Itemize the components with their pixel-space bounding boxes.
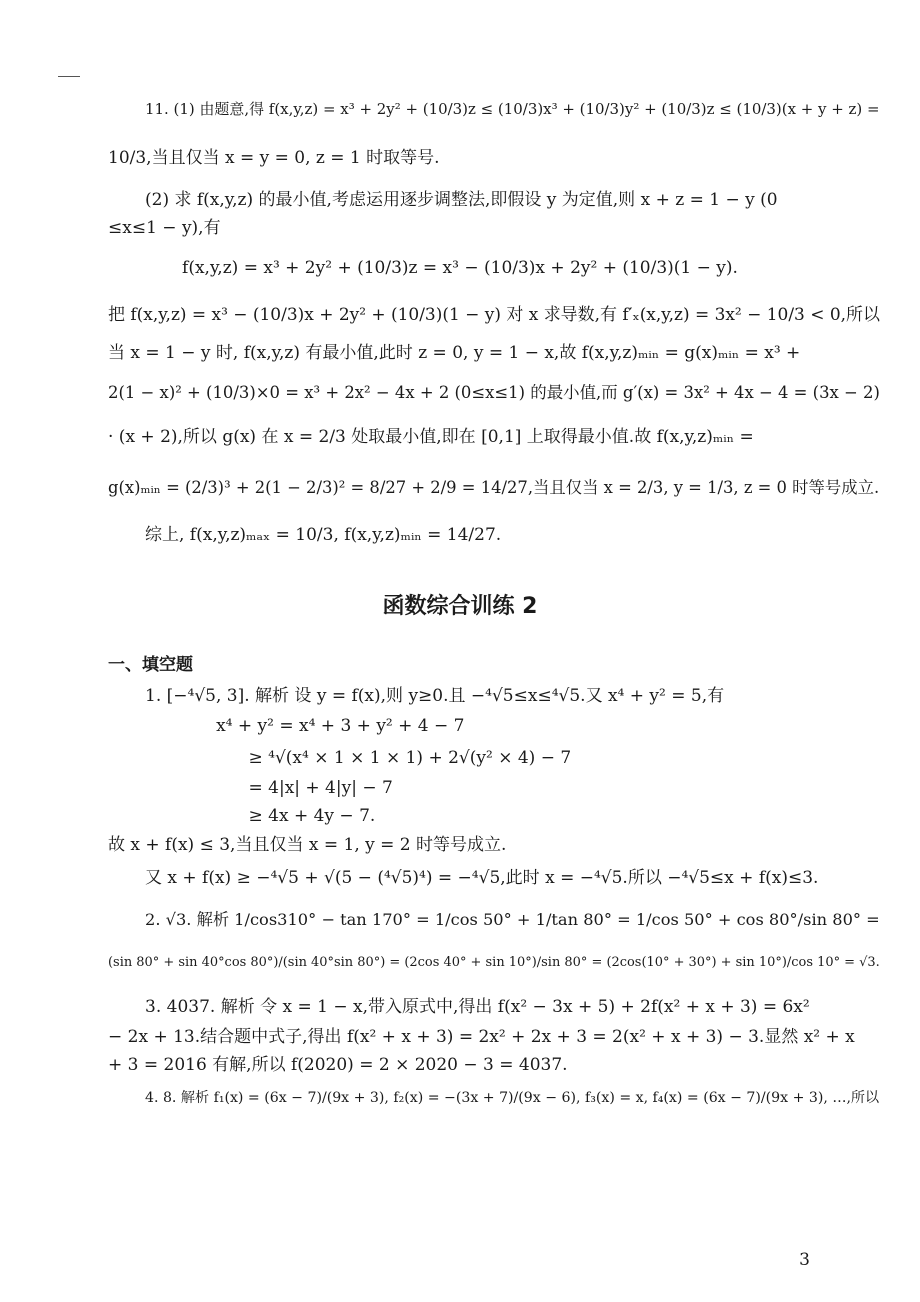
equation-line: ≥ 4x + 4y − 7. — [108, 806, 376, 826]
text-line: 又 x + f(x) ≥ −⁴√5 + √(5 − (⁴√5)⁴) = −⁴√5,此时 x = −⁴√5.所以 −⁴√5≤x + f(x)≤3. — [145, 868, 819, 888]
page-number: 3 — [799, 1250, 810, 1270]
equation-line: x⁴ + y² = x⁴ + 3 + y² + 4 − 7 — [108, 716, 465, 736]
text-line: + 3 = 2016 有解,所以 f(2020) = 2 × 2020 − 3 = 4037. — [108, 1055, 568, 1075]
text-line: 2(1 − x)² + (10/3)×0 = x³ + 2x² − 4x + 2 (0≤x≤1) 的最小值,而 g′(x) = 3x² + 4x − 4 = (3x − 2) — [108, 383, 880, 402]
equation-line: = 4|x| + 4|y| − 7 — [108, 778, 393, 798]
text-line: 1. [−⁴√5, 3]. 解析 设 y = f(x),则 y≥0.且 −⁴√5≤x≤⁴√5.又 x⁴ + y² = 5,有 — [145, 686, 725, 706]
subsection-heading: 一、填空题 — [108, 655, 193, 675]
scan-mark — [58, 76, 80, 77]
text-line: (2) 求 f(x,y,z) 的最小值,考虑运用逐步调整法,即假设 y 为定值,则 x + z = 1 − y (0 — [145, 190, 778, 210]
text-line: (sin 80° + sin 40°cos 80°)/(sin 40°sin 80°) = (2cos 40° + sin 10°)/sin 80° = (2cos(10° + 30°) + sin 10°)/cos 10° = √3. — [108, 955, 880, 970]
text-line: 2. √3. 解析 1/cos310° − tan 170° = 1/cos 50° + 1/tan 80° = 1/cos 50° + cos 80°/sin 80° = — [145, 910, 880, 929]
text-line: 10/3,当且仅当 x = y = 0, z = 1 时取等号. — [108, 148, 440, 168]
text-line: 4. 8. 解析 f₁(x) = (6x − 7)/(9x + 3), f₂(x) = −(3x + 7)/(9x − 6), f₃(x) = x, f₄(x) = (6x − 7)/(9x + 3), …,所以 — [145, 1090, 880, 1106]
text-line: 11. (1) 由题意,得 f(x,y,z) = x³ + 2y² + (10/3)z ≤ (10/3)x³ + (10/3)y² + (10/3)z ≤ (10/3)(x + y + z) = — [145, 100, 880, 118]
text-line: ≤x≤1 − y),有 — [108, 218, 221, 238]
text-line: 3. 4037. 解析 令 x = 1 − x,带入原式中,得出 f(x² − 3x + 5) + 2f(x² + x + 3) = 6x² — [145, 997, 810, 1017]
text-line: 综上, f(x,y,z)ₘₐₓ = 10/3, f(x,y,z)ₘᵢₙ = 14/27. — [145, 525, 502, 545]
display-equation: f(x,y,z) = x³ + 2y² + (10/3)z = x³ − (10/3)x + 2y² + (10/3)(1 − y). — [182, 258, 738, 278]
text-line: − 2x + 13.结合题中式子,得出 f(x² + x + 3) = 2x² + 2x + 3 = 2(x² + x + 3) − 3.显然 x² + x — [108, 1027, 855, 1047]
text-line: 故 x + f(x) ≤ 3,当且仅当 x = 1, y = 2 时等号成立. — [108, 835, 507, 855]
section-title: 函数综合训练 2 — [382, 594, 538, 619]
text-line: · (x + 2),所以 g(x) 在 x = 2/3 处取最小值,即在 [0,1] 上取得最小值.故 f(x,y,z)ₘᵢₙ = — [108, 427, 754, 447]
text-line: 当 x = 1 − y 时, f(x,y,z) 有最小值,此时 z = 0, y = 1 − x,故 f(x,y,z)ₘᵢₙ = g(x)ₘᵢₙ = x³ + — [108, 343, 801, 363]
text-line: 把 f(x,y,z) = x³ − (10/3)x + 2y² + (10/3)(1 − y) 对 x 求导数,有 f′ₓ(x,y,z) = 3x² − 10/3 < 0,所以 — [108, 305, 880, 325]
equation-line: ≥ ⁴√(x⁴ × 1 × 1 × 1) + 2√(y² × 4) − 7 — [108, 748, 572, 768]
text-line: g(x)ₘᵢₙ = (2/3)³ + 2(1 − 2/3)² = 8/27 + 2/9 = 14/27,当且仅当 x = 2/3, y = 1/3, z = 0 时等号成立. — [108, 478, 880, 497]
